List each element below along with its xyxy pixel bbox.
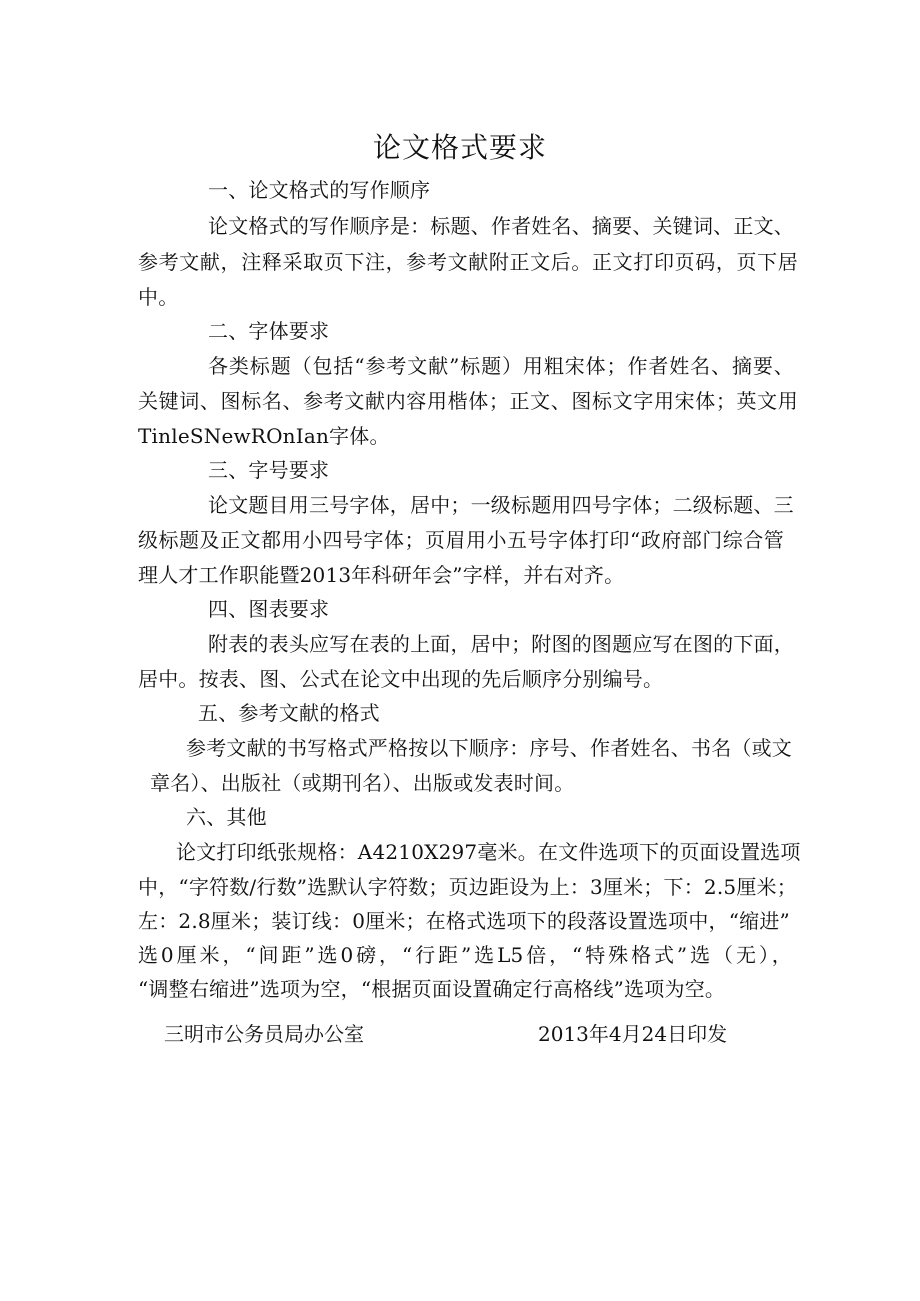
issuer-text: 三明市公务员局办公室	[164, 1022, 364, 1046]
section-heading: 六、其他	[186, 805, 267, 829]
paragraph-line: 左：2.8厘米；装订线：0厘米；在格式选项下的段落设置选项中，“缩进”	[138, 909, 790, 933]
section-heading: 一、论文格式的写作顺序	[208, 178, 431, 202]
paragraph-line: 中。	[138, 285, 179, 309]
paragraph-line: 附表的表头应写在表的上面，居中；附图的图题应写在图的下面，	[208, 632, 794, 656]
section-heading: 三、字号要求	[208, 458, 330, 482]
paragraph-line: 参考文献，注释采取页下注，参考文献附正文后。正文打印页码，页下居	[138, 250, 798, 274]
paragraph-line: 居中。按表、图、公式在论文中出现的先后顺序分别编号。	[138, 667, 664, 691]
paragraph-line: 论文格式的写作顺序是：标题、作者姓名、摘要、关键词、正文、	[208, 214, 794, 238]
paragraph-line: 各类标题（包括“参考文献”标题）用粗宋体；作者姓名、摘要、	[208, 354, 794, 378]
document-title: 论文格式要求	[372, 131, 547, 164]
paragraph-line: 论文打印纸张规格：A4210X297毫米。在文件选项下的页面设置选项	[176, 840, 801, 864]
paragraph-line: TinleSNewROnIan字体。	[138, 424, 390, 448]
section-heading: 五、参考文献的格式	[198, 701, 380, 725]
section-heading: 四、图表要求	[208, 597, 330, 621]
section-heading: 二、字体要求	[208, 319, 330, 343]
paragraph-line: 选0厘米，“间距”选0磅，“行距”选L5倍，“特殊格式”选（无），	[138, 943, 792, 967]
paragraph-line: 中，“字符数/行数”选默认字符数；页边距设为上：3厘米；下：2.5厘米；	[138, 875, 797, 899]
paragraph-line: 章名）、出版社（或期刊名）、出版或发表时间。	[150, 771, 575, 795]
paragraph-line: 级标题及正文都用小四号字体；页眉用小五号字体打印“政府部门综合管	[138, 528, 784, 552]
paragraph-line: 参考文献的书写格式严格按以下顺序：序号、作者姓名、书名（或文	[186, 736, 792, 760]
paragraph-line: 论文题目用三号字体，居中；一级标题用四号字体；二级标题、三	[208, 493, 794, 517]
paragraph-line: “调整右缩进”选项为空，“根据页面设置确定行高格线”选项为空。	[138, 977, 726, 1001]
paragraph-line: 理人才工作职能暨2013年科研年会”字样，并右对齐。	[138, 563, 625, 587]
paragraph-line: 关键词、图标名、参考文献内容用楷体；正文、图标文字用宋体；英文用	[138, 389, 798, 413]
issue-date-text: 2013年4月24日印发	[538, 1022, 728, 1046]
